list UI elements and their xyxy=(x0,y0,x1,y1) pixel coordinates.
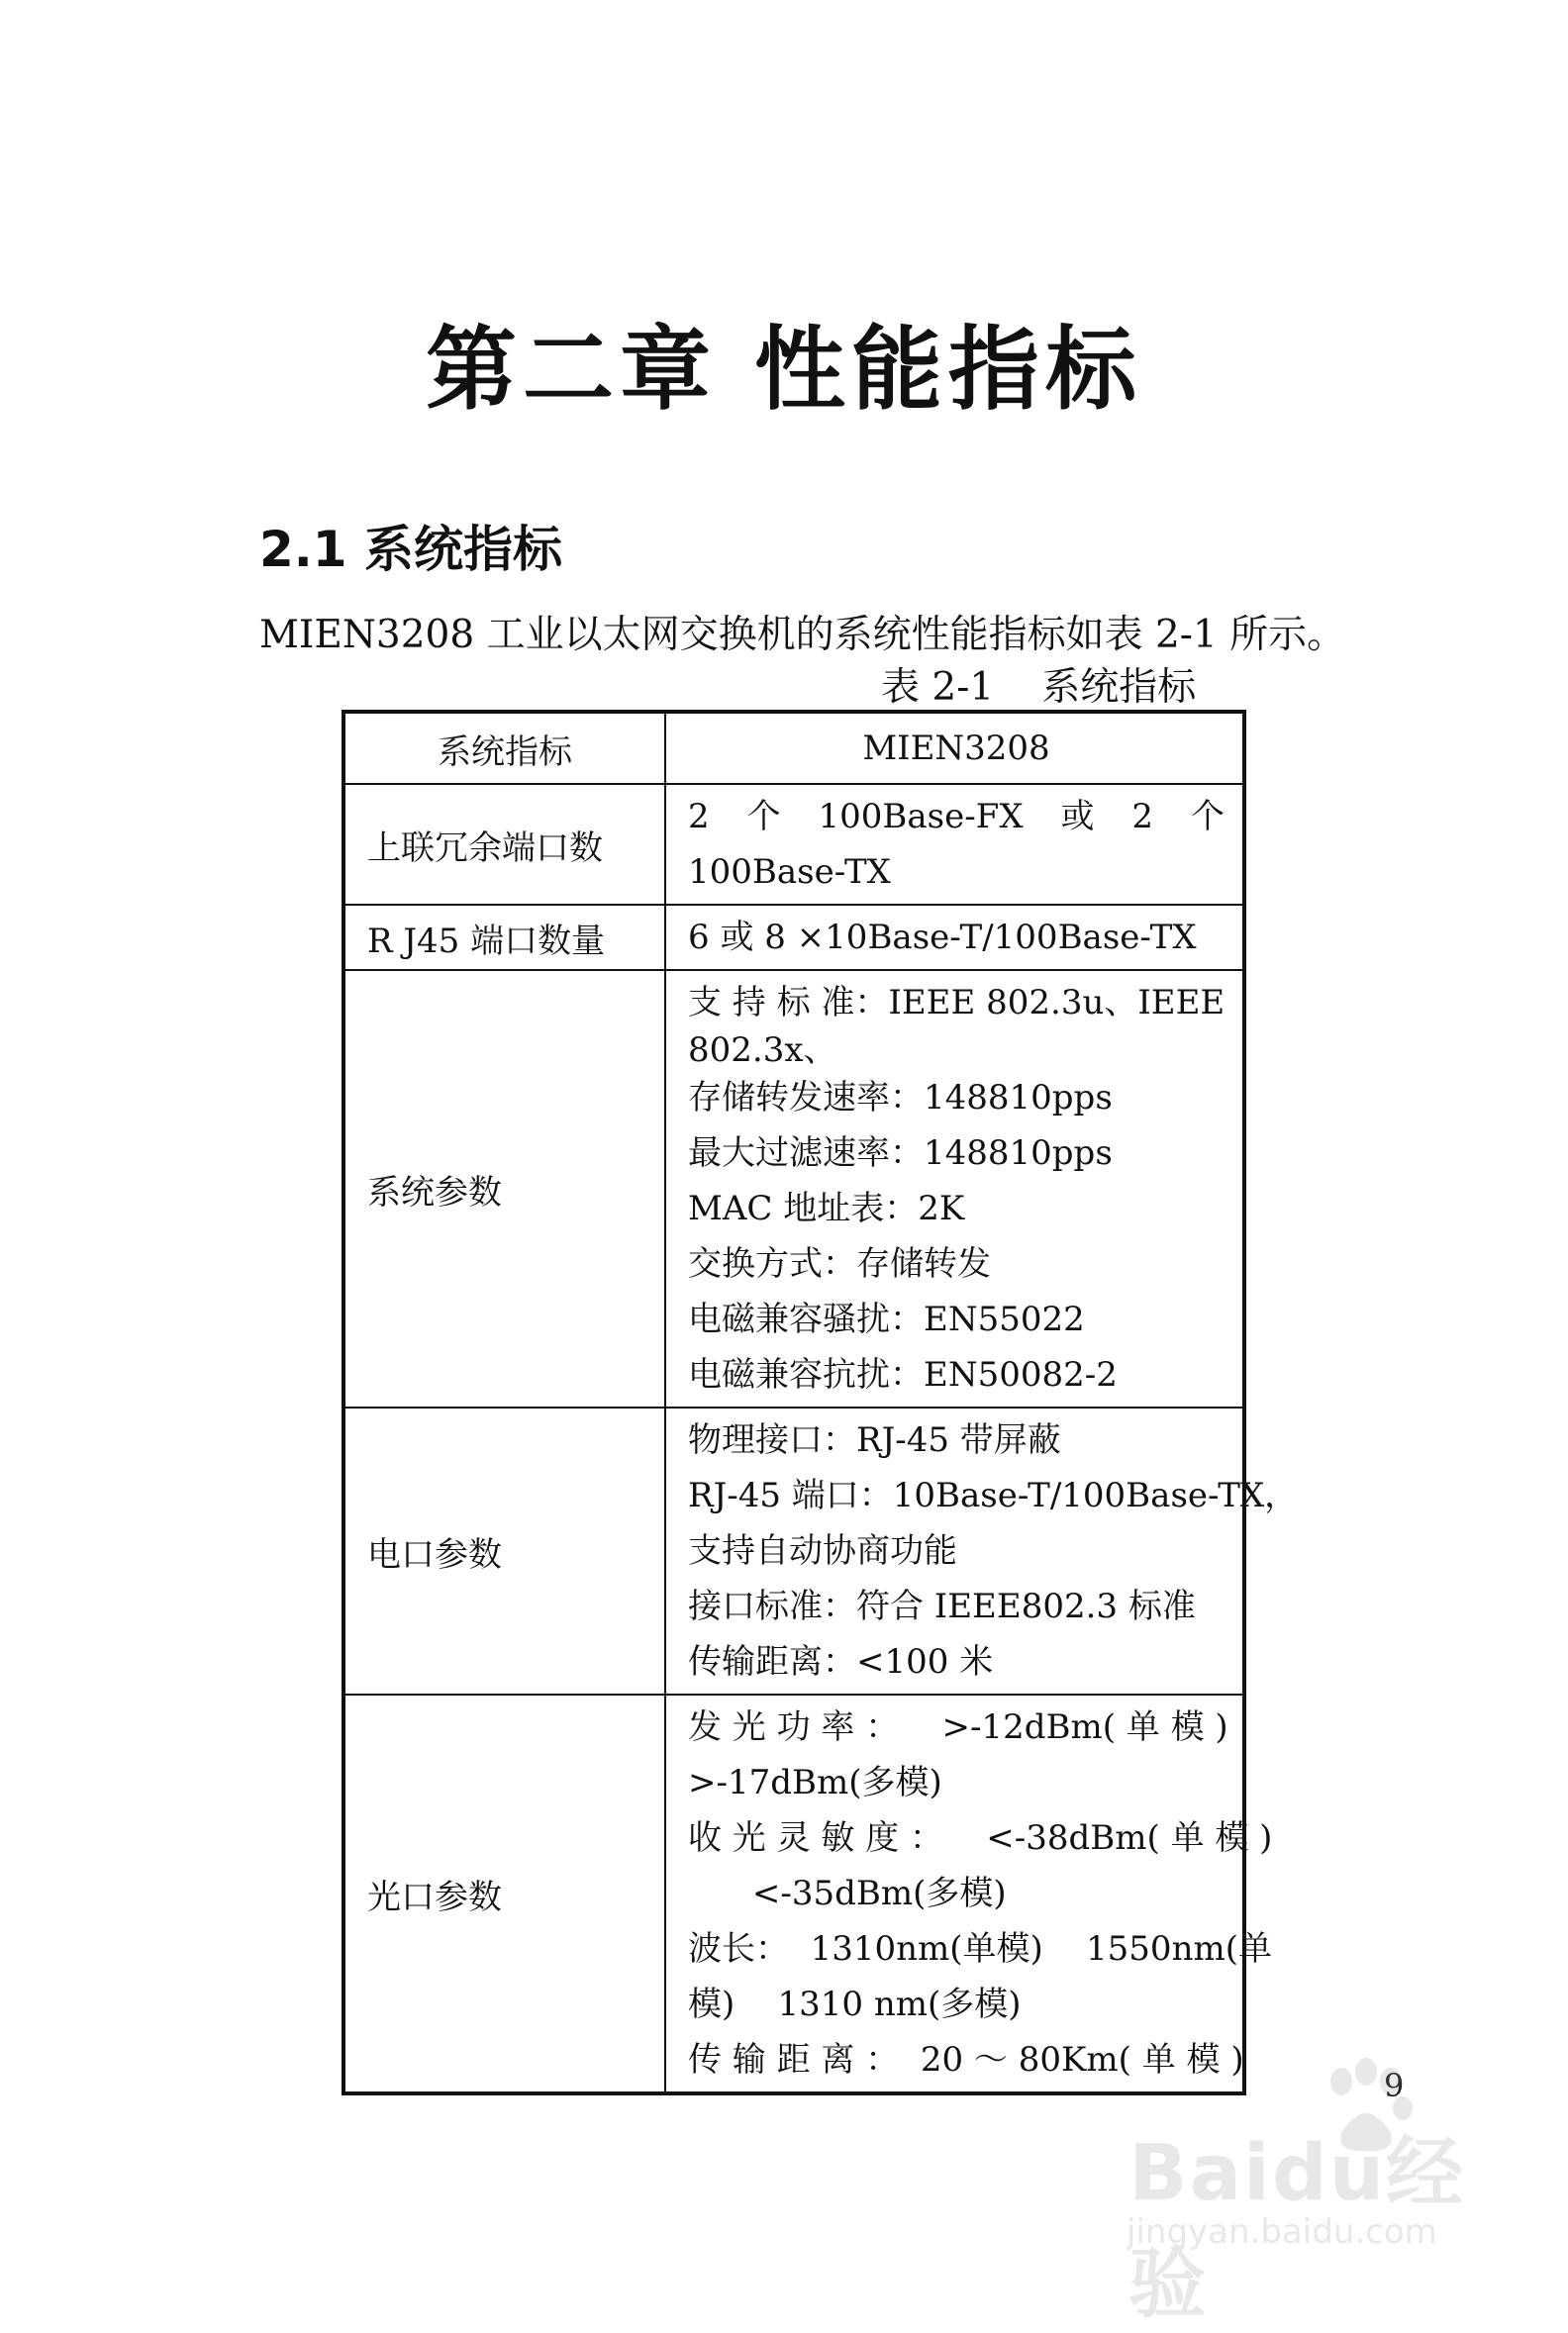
chapter-title: 第二章 性能指标 xyxy=(425,317,1143,423)
table-row-electrical xyxy=(343,1408,1244,1695)
optical-line: 收 光 灵 敏 度 ： <-38dBm( 单 模 ) xyxy=(688,1818,1273,1858)
intro-paragraph: MIEN3208 工业以太网交换机的系统性能指标如表 2-1 所示。 xyxy=(259,613,1346,657)
electrical-line: 物理接口：RJ-45 带屏蔽 xyxy=(688,1420,1061,1460)
optical-line: <-35dBm(多模) xyxy=(688,1874,1007,1913)
table-caption-title: 系统指标 xyxy=(1041,665,1197,710)
header-model-cell: MIEN3208 xyxy=(665,712,1244,784)
system-line: 最大过滤速率：148810pps xyxy=(688,1133,1113,1173)
optical-line: >-17dBm(多模) xyxy=(688,1763,942,1802)
table-caption-number: 表 2-1 xyxy=(881,665,995,710)
system-line: 电磁兼容抗扰：EN50082-2 xyxy=(688,1355,1118,1395)
table-row-system xyxy=(343,970,1244,1408)
uplink-label: 上联冗余端口数 xyxy=(343,784,665,905)
table-row-uplink xyxy=(343,784,1244,905)
electrical-label: 电口参数 xyxy=(343,1408,665,1695)
system-line: 存储转发速率：148810pps xyxy=(688,1078,1113,1118)
optical-label: 光口参数 xyxy=(343,1695,665,2093)
table-caption xyxy=(881,656,1196,712)
electrical-value xyxy=(665,1408,1299,1695)
system-line: 802.3x、 xyxy=(688,1030,837,1070)
watermark-brand: Baidu经验 xyxy=(1128,2129,1466,2329)
optical-value xyxy=(665,1695,1273,2093)
uplink-line-2: 100Base-TX xyxy=(688,852,891,892)
system-line: MAC 地址表：2K xyxy=(688,1189,965,1228)
system-label: 系统参数 xyxy=(343,970,665,1408)
header-label-cell: 系统指标 xyxy=(343,712,665,784)
paw-logo-icon xyxy=(1312,2054,1421,2163)
electrical-line: 传输距离：<100 米 xyxy=(688,1642,994,1682)
table-row-rj45 xyxy=(343,905,1244,970)
system-line: 电磁兼容骚扰：EN55022 xyxy=(688,1300,1085,1339)
optical-line: 模) 1310 nm(多模) xyxy=(688,1985,1022,2024)
uplink-value xyxy=(665,784,1244,905)
optical-line: 发 光 功 率 ： >-12dBm( 单 模 ) xyxy=(688,1707,1228,1747)
electrical-line: 支持自动协商功能 xyxy=(688,1531,957,1571)
optical-line: 波长： 1310nm(单模) 1550nm(单 xyxy=(688,1929,1272,1969)
spec-table xyxy=(342,710,1299,2095)
watermark-url: jingyan.baidu.com xyxy=(1127,2212,1437,2252)
electrical-line: RJ-45 端口：10Base-T/100Base-TX， xyxy=(688,1476,1299,1515)
system-line: 支 持 标 准：IEEE 802.3u、IEEE xyxy=(688,983,1225,1022)
rj45-label: R J45 端口数量 xyxy=(343,905,665,970)
table-header-row xyxy=(343,712,1244,784)
uplink-line-1: 2 个 100Base-FX 或 2 个 xyxy=(688,797,1225,836)
table-row-optical xyxy=(343,1695,1244,2093)
system-line: 交换方式：存储转发 xyxy=(688,1244,991,1284)
section-title: 2.1 系统指标 xyxy=(259,521,562,578)
page-number: 9 xyxy=(1384,2067,1405,2104)
optical-line: 传 输 距 离 ： 20 ～ 80Km( 单 模 ) xyxy=(688,2040,1244,2080)
system-value xyxy=(665,970,1244,1408)
electrical-line: 接口标准：符合 IEEE802.3 标准 xyxy=(688,1587,1196,1626)
rj45-value: 6 或 8 ×10Base-T/100Base-TX xyxy=(665,905,1244,970)
